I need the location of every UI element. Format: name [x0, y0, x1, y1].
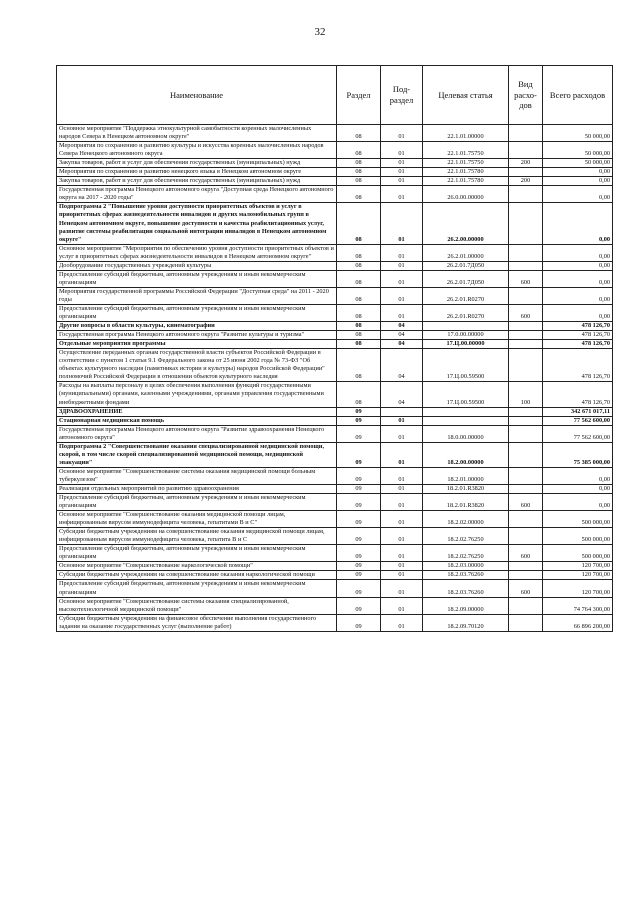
row-section-cell: 09 [337, 571, 381, 580]
row-target-cell: 17.0.00.00000 [423, 331, 509, 340]
table-row [57, 322, 613, 331]
row-name-cell: Стационарная медицинская помощь [57, 416, 337, 425]
row-subsection-cell: 01 [381, 125, 423, 142]
row-type-cell: 600 [509, 270, 543, 287]
table-row [57, 168, 613, 177]
table-row [57, 142, 613, 159]
row-total-cell: 500 000,00 [543, 545, 613, 562]
row-subsection-cell: 01 [381, 484, 423, 493]
row-type-cell: 200 [509, 159, 543, 168]
row-total-cell: 74 764 300,00 [543, 597, 613, 614]
row-name-cell: Предоставление субсидий бюджетным, автономным учреждениям и иным некоммерческим организациям [57, 580, 337, 597]
row-target-cell: 26.2.01.R0270 [423, 304, 509, 321]
row-name-cell: Основное мероприятие "Поддержка этнокультурной самобытности коренных малочисленных народов Севера в Ненецком автономном округе" [57, 125, 337, 142]
row-subsection-cell: 01 [381, 580, 423, 597]
table-row [57, 304, 613, 321]
row-target-cell: 22.1.01.75750 [423, 159, 509, 168]
row-section-cell: 08 [337, 287, 381, 304]
row-total-cell: 50 000,00 [543, 125, 613, 142]
row-name-cell: Осуществление переданных органам государственной власти субъектов Российской Федерации в соответствии с пунктом 1 статьи 9.1 Федерального закона от 25 июня 2002 года № 73-ФЗ "Об объектах культурного наследия (памятниках истории и культуры) народов Российской Федерации" полномочий Российской Федерации в отношении объектов культурного наследия [57, 349, 337, 382]
row-type-cell: 600 [509, 494, 543, 511]
table-row [57, 340, 613, 349]
row-name-cell: Государственная программа Ненецкого автономного округа "Развитие здравоохранения Ненецкого автономного округа" [57, 425, 337, 442]
row-target-cell: 22.1.01.75780 [423, 168, 509, 177]
row-subsection-cell: 01 [381, 425, 423, 442]
table-row [57, 614, 613, 631]
row-target-cell: 26.2.01.00000 [423, 244, 509, 261]
row-section-cell: 08 [337, 261, 381, 270]
row-name-cell: Закупка товаров, работ и услуг для обеспечения государственных (муниципальных) нужд [57, 159, 337, 168]
row-type-cell: 600 [509, 545, 543, 562]
row-target-cell: 18.2.03.00000 [423, 562, 509, 571]
table-row [57, 545, 613, 562]
row-total-cell: 500 000,00 [543, 511, 613, 528]
row-subsection-cell: 01 [381, 270, 423, 287]
table-row [57, 494, 613, 511]
row-target-cell: 18.2.01.R3820 [423, 484, 509, 493]
row-type-cell [509, 142, 543, 159]
row-name-cell: Дооборудование государственных учреждений культуры [57, 261, 337, 270]
row-section-cell: 09 [337, 467, 381, 484]
row-total-cell: 478 126,70 [543, 340, 613, 349]
row-section-cell: 09 [337, 562, 381, 571]
row-total-cell: 0,00 [543, 304, 613, 321]
row-name-cell: Субсидии бюджетным учреждениям на финансовое обеспечение выполнения государственного задания на оказание государственных услуг (выполнение работ) [57, 614, 337, 631]
row-total-cell: 0,00 [543, 484, 613, 493]
row-type-cell [509, 511, 543, 528]
row-target-cell [423, 322, 509, 331]
row-subsection-cell: 01 [381, 416, 423, 425]
row-subsection-cell: 01 [381, 159, 423, 168]
table-row [57, 159, 613, 168]
row-subsection-cell: 01 [381, 528, 423, 545]
row-section-cell: 09 [337, 511, 381, 528]
table-row [57, 186, 613, 203]
row-type-cell [509, 614, 543, 631]
row-total-cell: 50 000,00 [543, 159, 613, 168]
row-target-cell: 26.2.01.7Д050 [423, 270, 509, 287]
row-type-cell [509, 442, 543, 467]
row-type-cell [509, 203, 543, 244]
table-row [57, 261, 613, 270]
row-type-cell: 600 [509, 580, 543, 597]
row-total-cell: 120 700,00 [543, 571, 613, 580]
row-section-cell: 09 [337, 494, 381, 511]
row-target-cell: 18.2.01.00000 [423, 467, 509, 484]
row-section-cell: 08 [337, 244, 381, 261]
row-target-cell [423, 407, 509, 416]
table-row [57, 125, 613, 142]
row-type-cell [509, 331, 543, 340]
row-target-cell: 18.2.02.00000 [423, 511, 509, 528]
row-target-cell: 17.Ц.00.59500 [423, 349, 509, 382]
row-type-cell [509, 322, 543, 331]
row-type-cell [509, 407, 543, 416]
table-row [57, 382, 613, 407]
row-subsection-cell: 01 [381, 562, 423, 571]
row-subsection-cell: 04 [381, 382, 423, 407]
header-subsection: Под-раздел [381, 66, 423, 125]
table-row [57, 597, 613, 614]
row-total-cell: 0,00 [543, 261, 613, 270]
row-section-cell: 08 [337, 304, 381, 321]
table-row [57, 287, 613, 304]
row-target-cell: 18.2.03.76260 [423, 580, 509, 597]
row-subsection-cell: 01 [381, 571, 423, 580]
row-subsection-cell: 01 [381, 511, 423, 528]
row-type-cell: 100 [509, 382, 543, 407]
row-name-cell: Предоставление субсидий бюджетным, автономным учреждениям и иным некоммерческим организациям [57, 545, 337, 562]
table-row [57, 425, 613, 442]
row-total-cell: 66 896 200,00 [543, 614, 613, 631]
table-row [57, 467, 613, 484]
row-name-cell: Подпрограмма 2 "Повышение уровня доступности приоритетных объектов и услуг в приоритетных сферах жизнедеятельности инвалидов и других маломобильных групп в Ненецком автономном округе, повышение доступности и качества реабилитационных услуг, развитие системы реабилитации социальной интеграции инвалидов в Ненецком автономном округе" [57, 203, 337, 244]
row-name-cell: Субсидии бюджетным учреждениям на совершенствование оказания наркологической помощи [57, 571, 337, 580]
header-target: Целевая статья [423, 66, 509, 125]
row-target-cell: 18.2.02.76250 [423, 528, 509, 545]
row-type-cell: 200 [509, 177, 543, 186]
row-subsection-cell: 01 [381, 545, 423, 562]
row-section-cell: 09 [337, 580, 381, 597]
row-target-cell: 17.Ц.00.00000 [423, 340, 509, 349]
header-section: Раздел [337, 66, 381, 125]
row-section-cell: 09 [337, 416, 381, 425]
row-subsection-cell [381, 407, 423, 416]
row-name-cell: Закупка товаров, работ и услуг для обеспечения государственных (муниципальных) нужд [57, 177, 337, 186]
row-type-cell [509, 562, 543, 571]
row-target-cell: 22.1.01.00000 [423, 125, 509, 142]
row-subsection-cell: 01 [381, 467, 423, 484]
row-subsection-cell: 01 [381, 168, 423, 177]
row-type-cell [509, 528, 543, 545]
row-section-cell: 09 [337, 597, 381, 614]
row-type-cell [509, 349, 543, 382]
row-section-cell: 08 [337, 159, 381, 168]
row-name-cell: Основное мероприятие "Совершенствование оказания медицинской помощи лицам, инфицированным вирусом иммунодефицита человека, гепатитами В и С" [57, 511, 337, 528]
table-row [57, 416, 613, 425]
row-name-cell: Предоставление субсидий бюджетным, автономным учреждениям и иным некоммерческим организациям [57, 494, 337, 511]
row-name-cell: Предоставление субсидий бюджетным, автономным учреждениям и иным некоммерческим организациям [57, 270, 337, 287]
row-name-cell: Государственная программа Ненецкого автономного округа "Развитие культуры и туризма" [57, 331, 337, 340]
row-target-cell: 26.2.01.R0270 [423, 287, 509, 304]
row-target-cell: 22.1.01.75750 [423, 142, 509, 159]
row-name-cell: ЗДРАВООХРАНЕНИЕ [57, 407, 337, 416]
row-subsection-cell: 04 [381, 349, 423, 382]
row-name-cell: Подпрограмма 2 "Совершенствование оказания специализированной медицинской помощи, скорой, в том числе скорой специализированной медицинской помощи, медицинской эвакуации" [57, 442, 337, 467]
row-subsection-cell: 01 [381, 304, 423, 321]
row-name-cell: Мероприятия государственной программы Российской Федерации "Доступная среда" на 2011 - 2020 годы [57, 287, 337, 304]
row-total-cell: 0,00 [543, 494, 613, 511]
row-target-cell: 26.2.00.00000 [423, 203, 509, 244]
row-type-cell [509, 261, 543, 270]
table-row [57, 571, 613, 580]
row-type-cell [509, 340, 543, 349]
row-type-cell [509, 287, 543, 304]
row-total-cell: 0,00 [543, 177, 613, 186]
page-number: 32 [314, 26, 326, 38]
row-section-cell: 08 [337, 125, 381, 142]
table-row [57, 331, 613, 340]
row-name-cell: Отдельные мероприятия программы [57, 340, 337, 349]
row-target-cell: 26.2.01.7Д050 [423, 261, 509, 270]
row-total-cell: 478 126,70 [543, 382, 613, 407]
row-section-cell: 09 [337, 614, 381, 631]
row-subsection-cell: 01 [381, 203, 423, 244]
table-row [57, 203, 613, 244]
row-target-cell: 17.Ц.00.59500 [423, 382, 509, 407]
table-row [57, 177, 613, 186]
row-total-cell: 0,00 [543, 244, 613, 261]
row-subsection-cell: 01 [381, 177, 423, 186]
row-section-cell: 08 [337, 382, 381, 407]
row-type-cell [509, 125, 543, 142]
row-name-cell: Субсидии бюджетным учреждениям на совершенствование оказания медицинской помощи лицам, инфицированным вирусом иммунодефицита человека, гепатита В и С [57, 528, 337, 545]
table-row [57, 562, 613, 571]
header-type: Вид расхо-дов [509, 66, 543, 125]
table-header-row [57, 66, 613, 125]
row-section-cell: 08 [337, 331, 381, 340]
row-type-cell [509, 186, 543, 203]
row-name-cell: Основное мероприятие "Совершенствование системы оказания медицинской помощи больным туберкулезом" [57, 467, 337, 484]
table-row [57, 270, 613, 287]
row-total-cell: 120 700,00 [543, 580, 613, 597]
table-row [57, 580, 613, 597]
row-total-cell: 0,00 [543, 270, 613, 287]
row-total-cell: 478 126,70 [543, 349, 613, 382]
row-type-cell: 600 [509, 304, 543, 321]
row-section-cell: 08 [337, 142, 381, 159]
row-subsection-cell: 04 [381, 331, 423, 340]
row-target-cell: 22.1.01.75780 [423, 177, 509, 186]
row-total-cell: 0,00 [543, 203, 613, 244]
row-subsection-cell: 01 [381, 261, 423, 270]
row-section-cell: 08 [337, 186, 381, 203]
row-name-cell: Расходы на выплаты персоналу в целях обеспечения выполнения функций государственными (муниципальными) органами, казенными учреждениями, органами управления государственными внебюджетными фондами [57, 382, 337, 407]
row-subsection-cell: 01 [381, 614, 423, 631]
row-subsection-cell: 01 [381, 442, 423, 467]
row-section-cell: 09 [337, 425, 381, 442]
row-section-cell: 08 [337, 203, 381, 244]
row-target-cell: 18.2.01.R3820 [423, 494, 509, 511]
row-type-cell [509, 425, 543, 442]
row-total-cell: 50 000,00 [543, 142, 613, 159]
row-subsection-cell: 04 [381, 322, 423, 331]
row-section-cell: 08 [337, 270, 381, 287]
row-target-cell: 26.0.00.00000 [423, 186, 509, 203]
row-name-cell: Основное мероприятие "Мероприятия по обеспечению уровня доступности приоритетных объектов и услуг в приоритетных сферах жизнедеятельности инвалидов в Ненецком автономном округе" [57, 244, 337, 261]
row-total-cell: 0,00 [543, 467, 613, 484]
row-total-cell: 478 126,70 [543, 322, 613, 331]
table-row [57, 407, 613, 416]
row-total-cell: 77 562 600,00 [543, 425, 613, 442]
row-subsection-cell: 01 [381, 597, 423, 614]
row-name-cell: Основное мероприятие "Совершенствование наркологической помощи" [57, 562, 337, 571]
row-type-cell [509, 416, 543, 425]
row-total-cell: 0,00 [543, 186, 613, 203]
row-target-cell: 18.2.09.70120 [423, 614, 509, 631]
row-subsection-cell: 01 [381, 494, 423, 511]
row-target-cell: 18.2.03.76260 [423, 571, 509, 580]
row-total-cell: 342 671 017,11 [543, 407, 613, 416]
row-name-cell: Мероприятия по сохранению и развитию ненецкого языка в Ненецком автономном округе [57, 168, 337, 177]
row-type-cell [509, 467, 543, 484]
row-target-cell: 18.0.00.00000 [423, 425, 509, 442]
row-name-cell: Реализация отдельных мероприятий по развитию здравоохранения [57, 484, 337, 493]
table-row [57, 349, 613, 382]
row-name-cell: Государственная программа Ненецкого автономного округа "Доступная среда Ненецкого автономного округа на 2017 - 2020 годы" [57, 186, 337, 203]
row-name-cell: Предоставление субсидий бюджетным, автономным учреждениям и иным некоммерческим организациям [57, 304, 337, 321]
table-row [57, 442, 613, 467]
row-subsection-cell: 01 [381, 142, 423, 159]
row-type-cell [509, 597, 543, 614]
row-section-cell: 08 [337, 177, 381, 186]
row-type-cell [509, 571, 543, 580]
row-section-cell: 09 [337, 545, 381, 562]
row-subsection-cell: 01 [381, 287, 423, 304]
table-row [57, 244, 613, 261]
row-section-cell: 08 [337, 340, 381, 349]
table-row [57, 511, 613, 528]
row-target-cell: 18.2.00.00000 [423, 442, 509, 467]
header-total: Всего расходов [543, 66, 613, 125]
row-total-cell: 0,00 [543, 287, 613, 304]
row-target-cell [423, 416, 509, 425]
row-type-cell [509, 244, 543, 261]
row-target-cell: 18.2.09.00000 [423, 597, 509, 614]
row-name-cell: Мероприятия по сохранению и развитию культуры и искусства коренных малочисленных народов Севера Ненецкого автономного округа [57, 142, 337, 159]
row-section-cell: 08 [337, 168, 381, 177]
budget-table [56, 65, 613, 632]
row-subsection-cell: 01 [381, 186, 423, 203]
row-section-cell: 08 [337, 349, 381, 382]
table-row [57, 484, 613, 493]
row-name-cell: Основное мероприятие "Совершенствование системы оказания специализированной, высокотехнологичной медицинской помощи" [57, 597, 337, 614]
row-section-cell: 08 [337, 322, 381, 331]
row-section-cell: 09 [337, 407, 381, 416]
row-total-cell: 120 700,00 [543, 562, 613, 571]
row-target-cell: 18.2.02.76250 [423, 545, 509, 562]
row-section-cell: 09 [337, 484, 381, 493]
row-type-cell [509, 168, 543, 177]
row-section-cell: 09 [337, 442, 381, 467]
row-total-cell: 478 126,70 [543, 331, 613, 340]
header-name: Наименование [57, 66, 337, 125]
table-body [57, 125, 613, 632]
row-type-cell [509, 484, 543, 493]
row-total-cell: 75 385 000,00 [543, 442, 613, 467]
row-name-cell: Другие вопросы в области культуры, кинематографии [57, 322, 337, 331]
row-subsection-cell: 04 [381, 340, 423, 349]
row-total-cell: 500 000,00 [543, 528, 613, 545]
row-section-cell: 09 [337, 528, 381, 545]
row-subsection-cell: 01 [381, 244, 423, 261]
row-total-cell: 77 562 600,00 [543, 416, 613, 425]
row-total-cell: 0,00 [543, 168, 613, 177]
table-row [57, 528, 613, 545]
